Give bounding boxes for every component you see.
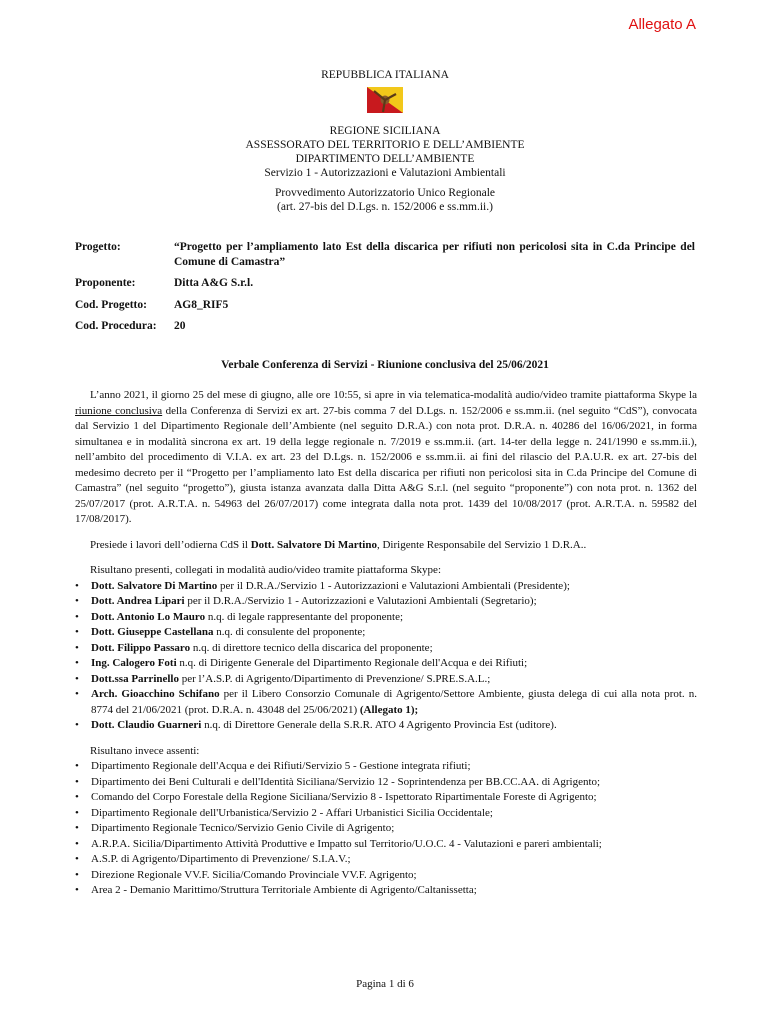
- presente-item: [75, 579, 697, 595]
- bullet-icon: •: [75, 853, 79, 865]
- intro-underlined: riunione conclusiva: [75, 404, 163, 417]
- cod-progetto-label: Cod. Progetto:: [75, 298, 147, 311]
- bullet-icon: •: [75, 868, 79, 881]
- proponente-value: Ditta A&G S.r.l.: [174, 277, 254, 289]
- assente-text: Dipartimento Regionale Tecnico/Servizio Genio Civile di Agrigento;: [91, 822, 395, 834]
- presente-role: n.q. di Direttore Generale della S.R.R. ATO 4 Agrigento Provincia Est (uditore).: [201, 719, 557, 731]
- presenti-list: [75, 579, 697, 734]
- intro-text-2: della Conferenza di Servizi ex art. 27-bis comma 7 del D.Lgs. n. 152/2006 e ss.mm.ii. (nel seguito “CdS”), convocata dal Servizio 1 del Dipartimento Regionale dell’Ambiente (nel seguito D.R.A.) con nota prot. D.R.A. n. 40286 del 16/06/2021, in forma simultanea e in modalità sincrona ex art. 19 della legge regionale n. 7/2019 e ss.mm.ii. (art. 14-ter della legge n. 241/1990 e ss.mm.ii.), nell’ambito del procedimento di V.I.A. ex art. 23 del D.Lgs. n. 152/2006 e ss.mm.ii. ai fini del rilascio del P.A.U.R. ex art. 27-bis del medesimo decreto per il “Progetto per l’ampliamento lato Est della discarica per rifiuti non pericolosi sita in C.da Principe del Comune di Camastra” (nel seguito “progetto”), giusta istanza avanzata dalla Ditta A&G S.r.l. (nel seguito “proponente”) con nota prot. n. 1362 del 25/07/2017 (prot. A.R.T.A. n. 54963 del 26/07/2017) come integrata dalla nota prot. 1439 del 10/08/2017 (prot. A.R.T.A. n. 59582 del 17/08/2017).: [75, 404, 697, 525]
- assenti-list: [75, 759, 697, 899]
- presente-name: Dott.ssa Parrinello: [91, 672, 179, 685]
- bullet-icon: •: [75, 884, 79, 896]
- verbale-title: Verbale Conferenza di Servizi - Riunione conclusiva del 25/06/2021: [221, 359, 549, 371]
- assente-item: [75, 806, 697, 822]
- presente-name: Dott. Claudio Guarneri: [91, 719, 202, 731]
- presente-name: Dott. Salvatore Di Martino: [91, 579, 218, 592]
- presente-name: Dott. Filippo Passaro: [91, 641, 191, 654]
- presente-role: per il Libero Consorzio Comunale di Agrigento/Settore Ambiente, giusta delega di cui alla nota prot. n. 8774 del 21/06/2021 (prot. D.R.A. n. 43048 del 25/06/2021): [91, 688, 697, 716]
- document-header: [0, 68, 770, 214]
- cod-procedura-value: 20: [174, 320, 186, 332]
- presente-role: n.q. di consulente del proponente;: [213, 626, 366, 638]
- assente-text: Area 2 - Demanio Marittimo/Struttura Territoriale Ambiente di Agrigento/Caltanissetta;: [91, 884, 477, 896]
- presente-item: [75, 672, 697, 688]
- meta-row-cod-procedura: [75, 319, 695, 334]
- presente-name: Dott. Giuseppe Castellana: [91, 626, 214, 638]
- presente-role: n.q. di direttore tecnico della discarica del proponente;: [190, 641, 433, 654]
- assente-text: Comando del Corpo Forestale della Regione Siciliana/Servizio 8 - Ispettorato Ripartimentale Foreste di Agrigento;: [91, 791, 597, 803]
- presiede-name: Dott. Salvatore Di Martino: [250, 538, 377, 551]
- cod-procedura-label: Cod. Procedura:: [75, 320, 157, 332]
- presente-role: per l’A.S.P. di Agrigento/Dipartimento di Prevenzione/ S.PRE.S.A.L.;: [178, 672, 491, 685]
- bullet-icon: •: [75, 626, 79, 638]
- presente-name: Dott. Antonio Lo Mauro: [91, 610, 206, 623]
- bullet-icon: •: [75, 806, 79, 819]
- meta-row-cod-progetto: [75, 298, 695, 313]
- presente-item: [75, 594, 697, 610]
- provvedimento-heading: Provvedimento Autorizzatorio Unico Regionale: [274, 187, 496, 199]
- bullet-icon: •: [75, 688, 79, 700]
- presente-extra: (Allegato 1);: [359, 703, 419, 716]
- intro-paragraph: [75, 388, 697, 528]
- republic-heading: REPUBBLICA ITALIANA: [321, 69, 449, 81]
- bullet-icon: •: [75, 672, 79, 685]
- presiede-paragraph: [75, 538, 697, 554]
- bullet-icon: •: [75, 837, 79, 850]
- presiede-text-2: , Dirigente Responsabile del Servizio 1 D.R.A..: [376, 538, 587, 551]
- assente-item: [75, 837, 697, 853]
- presiede-text-1: Presiede i lavori dell’odierna CdS il: [90, 538, 251, 551]
- assente-text: A.S.P. di Agrigento/Dipartimento di Prevenzione/ S.I.A.V.;: [91, 853, 351, 865]
- document-body: [75, 388, 697, 909]
- cod-progetto-value: AG8_RIF5: [174, 298, 229, 311]
- bullet-icon: •: [75, 719, 79, 731]
- riferimento-heading: (art. 27-bis del D.Lgs. n. 152/2006 e ss.mm.ii.): [277, 201, 493, 213]
- presente-name: Ing. Calogero Foti: [91, 657, 177, 669]
- assente-item: [75, 868, 697, 884]
- presente-item: [75, 687, 697, 718]
- assente-item: [75, 775, 697, 791]
- region-heading: REGIONE SICILIANA: [329, 125, 441, 137]
- bullet-icon: •: [75, 657, 79, 669]
- assente-item: [75, 759, 697, 775]
- progetto-value: “Progetto per l’ampliamento lato Est della discarica per rifiuti non pericolosi sita in C.da Principe del Comune di Camastra”: [174, 241, 695, 268]
- assente-item: [75, 821, 697, 837]
- bullet-icon: •: [75, 791, 79, 803]
- bullet-icon: •: [75, 822, 79, 834]
- bullet-icon: •: [75, 760, 79, 772]
- assente-text: Dipartimento dei Beni Culturali e dell'Identità Siciliana/Servizio 12 - Soprintendenza per BB.CC.AA. di Agrigento;: [91, 775, 601, 788]
- assenti-intro: Risultano invece assenti:: [90, 744, 200, 757]
- assessorato-heading: ASSESSORATO DEL TERRITORIO E DELL’AMBIENTE: [245, 139, 525, 151]
- assente-text: Dipartimento Regionale dell'Urbanistica/Servizio 2 - Affari Urbanistici Sicilia Occidentale;: [91, 806, 493, 819]
- bullet-icon: •: [75, 641, 79, 654]
- proponente-label: Proponente:: [75, 277, 136, 289]
- meta-row-progetto: [75, 240, 695, 269]
- intro-text-1: L’anno 2021, il giorno 25 del mese di giugno, alle ore 10:55, si apre in via telematica-modalità audio/video tramite piattaforma Skype la: [90, 389, 697, 401]
- presente-role: per il D.R.A./Servizio 1 - Autorizzazioni e Valutazioni Ambientali (Presidente);: [217, 579, 570, 592]
- bullet-icon: •: [75, 595, 79, 607]
- allegato-label: Allegato A: [628, 16, 696, 33]
- presente-item: [75, 656, 697, 672]
- bullet-icon: •: [75, 579, 79, 592]
- meta-row-proponente: [75, 276, 695, 291]
- presenti-intro: Risultano presenti, collegati in modalità audio/video tramite piattaforma Skype:: [90, 564, 441, 576]
- dipartimento-heading: DIPARTIMENTO DELL’AMBIENTE: [295, 153, 475, 165]
- assente-item: [75, 790, 697, 806]
- presente-item: [75, 641, 697, 657]
- assente-text: Dipartimento Regionale dell'Acqua e dei Rifiuti/Servizio 5 - Gestione integrata rifiuti;: [91, 760, 471, 772]
- bullet-icon: •: [75, 610, 79, 623]
- project-meta: [75, 240, 695, 341]
- presente-role: n.q. di legale rappresentante del proponente;: [205, 610, 404, 623]
- presente-name: Arch. Gioacchino Schifano: [91, 688, 220, 700]
- assente-text: A.R.P.A. Sicilia/Dipartimento Attività Produttive e Impatto sul Territorio/U.O.C. 4 - Valutazioni e pareri ambientali;: [91, 837, 602, 850]
- progetto-label: Progetto:: [75, 241, 121, 253]
- assente-text: Direzione Regionale VV.F. Sicilia/Comando Provinciale VV.F. Agrigento;: [91, 868, 417, 881]
- assente-item: [75, 852, 697, 868]
- sicily-crest-icon: [365, 85, 405, 115]
- presente-item: [75, 610, 697, 626]
- assente-item: [75, 883, 697, 899]
- bullet-icon: •: [75, 775, 79, 788]
- page-footer: Pagina 1 di 6: [356, 978, 414, 990]
- presente-item: [75, 718, 697, 734]
- servizio-heading: Servizio 1 - Autorizzazioni e Valutazioni Ambientali: [264, 167, 506, 179]
- presente-item: [75, 625, 697, 641]
- presente-name: Dott. Andrea Lipari: [91, 595, 185, 607]
- presente-role: n.q. di Dirigente Generale del Dipartimento Regionale dell'Acqua e dei Rifiuti;: [176, 657, 528, 669]
- presente-role: per il D.R.A./Servizio 1 - Autorizzazioni e Valutazioni Ambientali (Segretario);: [184, 595, 537, 607]
